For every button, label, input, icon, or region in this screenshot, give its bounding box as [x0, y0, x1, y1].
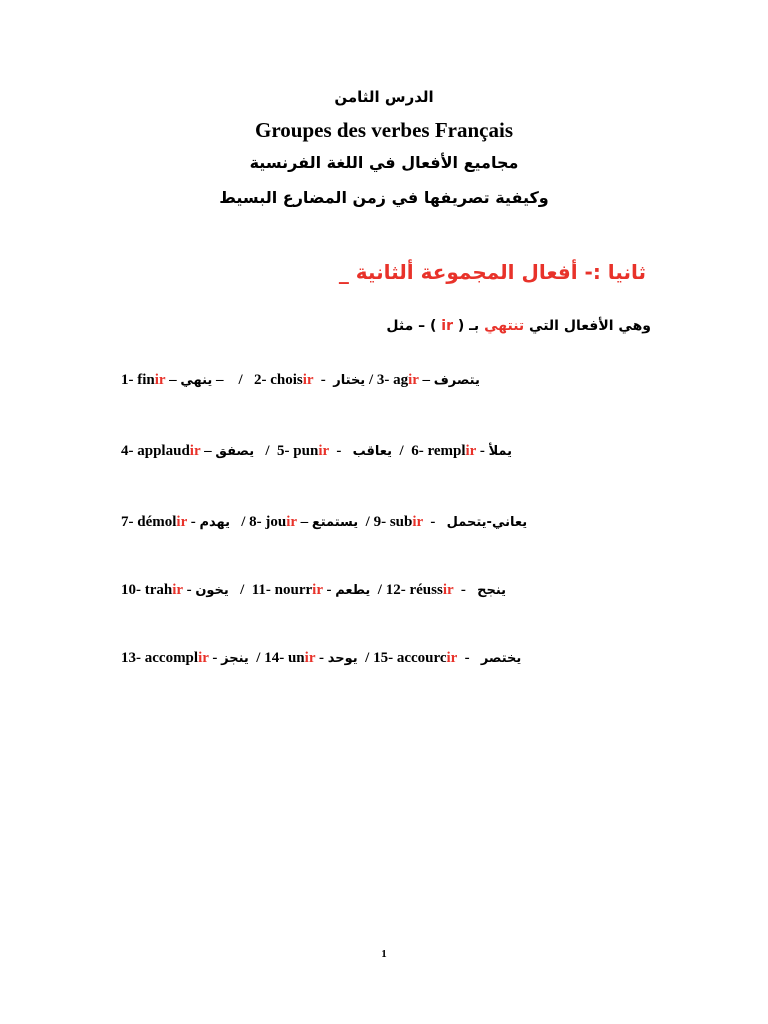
intro-line — [386, 318, 651, 334]
verb-4: 4- applaudir – يصفق — [121, 443, 255, 459]
verb-row-5: 13- accomplir - ينجز / 14- unir - يوحد / 15- accourcir - يختصر — [121, 650, 522, 666]
verb-13: 13- accomplir - ينجز — [121, 650, 249, 666]
verb-11: 11- nourrir - يطعم — [251, 582, 371, 598]
lesson-title: الدرس الثامن — [334, 88, 434, 106]
verb-row-2: 4- applaudir – يصفق / 5- punir - يعاقب / 6- remplir - يملأ — [121, 443, 513, 459]
verb-9: 9- subir - يعاني-يتحمل — [373, 514, 528, 530]
verb-15: 15- accourcir - يختصر — [373, 650, 522, 666]
verb-12: 12- réussir - ينجح — [385, 582, 507, 598]
verb-3: 3- agir – يتصرف — [376, 372, 480, 388]
verb-row-3: 7- démolir - يهدم / 8- jouir – يستمتع / 9- subir - يعاني-يتحمل — [121, 514, 528, 530]
document-title-french: Groupes des verbes Français — [254, 118, 514, 142]
verb-row-1: 1- finir – ينهي – / 2- choisir - يختار / 3- agir – يتصرف — [121, 372, 480, 388]
intro-highlight: تنتهي — [484, 318, 525, 334]
verb-1: 1- finir – ينهي – — [121, 372, 224, 388]
intro-text-after: ) – مثل — [386, 318, 437, 334]
intro-text-before: وهي الأفعال التي — [529, 318, 651, 334]
verb-14: 14- unir - يوحد — [264, 650, 358, 666]
intro-suffix: ir — [441, 318, 453, 334]
intro-text-middle: بـ ( — [457, 318, 480, 334]
verb-row-4: 10- trahir - يخون / 11- nourrir - يطعم / 12- réussir - ينجح — [121, 582, 507, 598]
document-title-arabic-1: مجاميع الأفعال في اللغة الفرنسية — [249, 153, 519, 172]
document-title-arabic-2: وكيفية تصريفها في زمن المضارع البسيط — [219, 188, 549, 207]
page-number: 1 — [381, 948, 387, 960]
verb-6: 6- remplir - يملأ — [411, 443, 513, 459]
verb-8: 8- jouir – يستمتع — [249, 514, 359, 530]
verb-5: 5- punir - يعاقب — [277, 443, 393, 459]
section-heading: ثانيا :- أفعال المجموعة ألثانية _ — [338, 260, 646, 284]
verb-10: 10- trahir - يخون — [121, 582, 229, 598]
verb-2: 2- choisir - يختار — [253, 372, 366, 388]
verb-7: 7- démolir - يهدم — [121, 514, 230, 530]
